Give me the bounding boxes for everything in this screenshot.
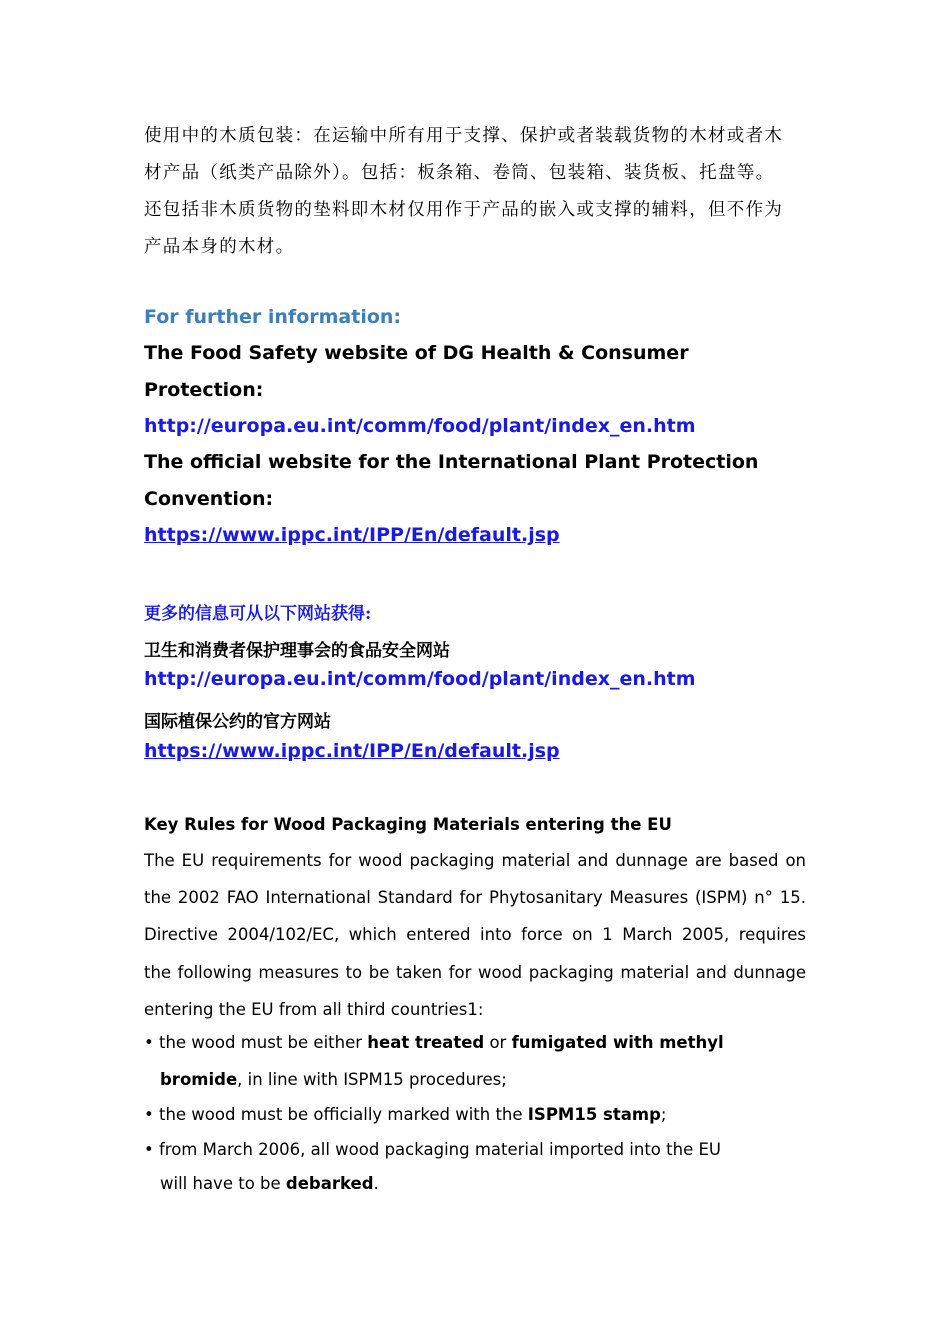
key-rules-line-5: entering the EU from all third countries1: — [144, 999, 484, 1019]
bullet-debarked-cont — [160, 1174, 379, 1193]
key-rules-line-2: the 2002 FAO International Standard for Phytosanitary Measures (ISPM) n° 15. — [144, 888, 806, 908]
key-rules-line-3: Directive 2004/102/EC, which entered into force on 1 March 2005, requires — [144, 925, 806, 945]
bullet2-bold-stamp: ISPM15 stamp — [527, 1105, 661, 1124]
key-rules-paragraph — [144, 842, 806, 1028]
bullet3-bold-debarked: debarked — [285, 1174, 374, 1193]
dg-label-zh: 卫生和消费者保护理事会的食品安全网站 — [144, 641, 450, 661]
ippc-label-zh: 国际植保公约的官方网站 — [144, 712, 331, 732]
intro-zh-line-3: 还包括非木质货物的垫料即木材仅用作于产品的嵌入或支撑的辅料，但不作为 — [144, 200, 784, 220]
dg-label-line-1: The Food Safety website of DG Health & Consumer — [144, 342, 689, 364]
bullet1-suffix: , in line with ISPM15 procedures; — [237, 1070, 507, 1089]
intro-zh-line-4: 产品本身的木材。 — [144, 237, 295, 257]
ippc-url-link-zh[interactable]: https://www.ippc.int/IPP/En/default.jsp — [144, 740, 560, 762]
dg-url-link[interactable]: http://europa.eu.int/comm/food/plant/index_en.htm — [144, 415, 696, 437]
bullet1-bold-fumigated: fumigated with methyl — [511, 1033, 724, 1052]
bullet-heat-treated — [144, 1033, 724, 1052]
bullet1-prefix: • the wood must be either — [144, 1033, 368, 1052]
bullet3-prefix: will have to be — [160, 1174, 286, 1193]
dg-label-line-2: Protection: — [144, 379, 264, 401]
bullet2-suffix: ; — [660, 1105, 667, 1124]
further-info-heading: For further information: — [144, 306, 402, 328]
dg-url-link-zh[interactable]: http://europa.eu.int/comm/food/plant/index_en.htm — [144, 668, 696, 690]
ippc-label-line-1: The official website for the International Plant Protection — [144, 451, 759, 473]
bullet3-suffix: . — [373, 1174, 379, 1193]
intro-zh-line-2: 材产品（纸类产品除外）。包括：板条箱、卷筒、包装箱、装货板、托盘等。 — [144, 163, 775, 183]
key-rules-line-4: the following measures to be taken for wood packaging material and dunnage — [144, 962, 806, 982]
key-rules-line-1: The EU requirements for wood packaging material and dunnage are based on — [144, 851, 806, 870]
bullet2-prefix: • the wood must be officially marked with the — [144, 1105, 528, 1124]
intro-zh-line-1: 使用中的木质包装：在运输中所有用于支撑、保护或者装载货物的木材或者木 — [144, 126, 784, 146]
bullet-heat-treated-cont — [160, 1070, 507, 1089]
ippc-label-line-2: Convention: — [144, 488, 274, 510]
bullet1-bold-heat-treated: heat treated — [367, 1033, 485, 1052]
further-info-zh-heading: 更多的信息可从以下网站获得: — [144, 604, 372, 624]
ippc-url-link[interactable]: https://www.ippc.int/IPP/En/default.jsp — [144, 524, 560, 546]
bullet1-bold-bromide: bromide — [160, 1070, 238, 1089]
key-rules-title: Key Rules for Wood Packaging Materials entering the EU — [144, 815, 672, 834]
bullet1-mid: or — [484, 1033, 512, 1052]
bullet-debarked: • from March 2006, all wood packaging material imported into the EU — [144, 1140, 721, 1159]
bullet-ispm15-stamp — [144, 1105, 666, 1124]
